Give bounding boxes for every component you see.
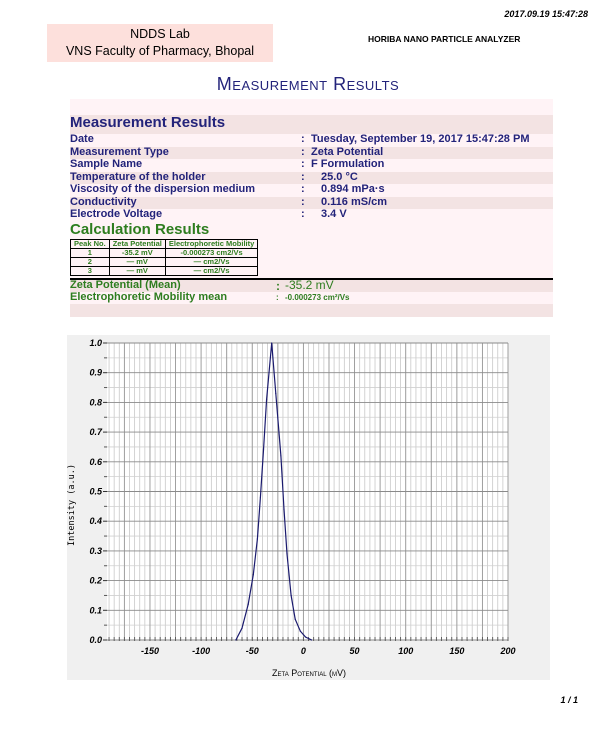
lab-name: NDDS Lab [130,27,190,41]
measurement-label: Date [70,133,94,145]
measurement-value: 0.116 mS/cm [321,195,388,208]
peak-number: 1 [71,249,110,258]
zeta-mean-value: -35.2 mV [285,278,334,292]
data-point [235,639,236,640]
x-tick-label: 150 [449,646,465,656]
page-title: Measurement Results [216,74,400,94]
separator: : [301,195,305,208]
data-point [257,538,258,539]
y-tick-label: 1.0 [89,338,102,348]
mobility-mean-value: -0.000273 cm²/Vs [285,293,350,302]
measurement-value: Zeta Potential [311,145,384,158]
blank-row [70,304,553,317]
calculation-heading-row [70,222,553,239]
separator: : [276,293,279,302]
y-tick-label: 0.3 [89,545,102,556]
measurement-label: Conductivity [70,195,137,208]
x-tick-label: 200 [500,646,516,656]
data-point [253,574,254,575]
data-point [260,497,261,498]
peak-zeta: — mV [109,258,165,267]
zeta-mean-label: Zeta Potential (Mean) [70,279,181,291]
measurement-label: Electrode Voltage [70,208,163,220]
measurement-value: 0.894 mPa·s [321,183,385,195]
data-point [295,619,296,620]
separator: : [301,158,305,170]
y-tick-label: 0.4 [89,516,102,527]
column-header: Zeta Potential [109,240,165,249]
table-row [71,249,258,258]
data-point [241,628,242,629]
data-point [248,604,249,605]
peak-table [70,239,258,276]
separator: : [301,183,305,195]
measurement-label: Viscosity of the dispersion medium [70,183,256,195]
results-panel [70,99,553,317]
data-point [305,636,306,637]
data-point [300,630,301,631]
y-axis-title: Intensity (a.u.) [67,464,77,546]
measurement-row [70,209,553,222]
mobility-mean-label: Electrophoretic Mobility mean [70,291,228,303]
measurement-value: F Formulation [311,158,385,170]
measurement-label: Temperature of the holder [70,170,206,183]
data-point [283,509,284,510]
table-row [71,267,258,276]
data-point [275,393,276,394]
measurement-row [70,184,553,197]
peak-mobility: — cm2/Vs [165,267,257,276]
peak-mobility: -0.000273 cm2/Vs [165,249,257,258]
y-tick-label: 0.5 [89,486,102,497]
y-tick-label: 0.2 [89,575,102,586]
mobility-mean-row [70,292,553,304]
zeta-potential-chart [67,335,550,680]
data-point [271,342,272,343]
peak-zeta: — mV [109,267,165,276]
lab-name-box [47,24,273,62]
y-tick-label: 0.0 [89,635,102,645]
x-axis-ticks [141,646,516,656]
calculation-heading: Calculation Results [70,221,210,238]
measurement-heading: Measurement Results [70,114,226,131]
y-tick-label: 0.8 [89,397,102,408]
data-point [286,553,287,554]
data-point [280,455,281,456]
y-tick-label: 0.7 [89,427,102,438]
print-timestamp: 2017.09.19 15:47:28 [504,9,588,19]
lab-institution: VNS Faculty of Pharmacy, Bhopal [65,44,255,58]
peak-zeta: -35.2 mV [109,249,165,258]
page-number: 1 / 1 [560,695,578,705]
data-point [263,449,264,450]
separator: : [276,279,280,293]
data-point [291,595,292,596]
peak-mobility: — cm2/Vs [165,258,257,267]
peak-number: 3 [71,267,110,276]
y-tick-label: 0.6 [89,456,102,467]
measurement-value: Tuesday, September 19, 2017 15:47:28 PM [311,133,530,145]
peak-number: 2 [71,258,110,267]
measurement-label: Sample Name [70,158,143,170]
measurement-value: 25.0 °C [321,170,358,183]
x-tick-label: -150 [140,646,159,656]
instrument-name: HORIBA NANO PARTICLE ANALYZER [368,34,521,44]
separator: : [301,133,305,145]
data-point [311,639,312,640]
measurement-value: 3.4 V [321,208,347,220]
column-header: Peak No. [71,240,110,249]
x-tick-label: -50 [245,646,259,656]
measurement-label: Measurement Type [70,145,169,158]
separator: : [301,145,305,158]
table-row [71,258,258,267]
x-tick-label: 100 [398,646,414,656]
y-axis-ticks [89,338,107,645]
separator: : [301,208,305,220]
x-tick-label: 50 [349,646,360,656]
y-tick-label: 0.9 [89,367,102,378]
x-axis-title: Zeta Potential (mV) [271,668,347,678]
y-tick-label: 0.1 [89,605,102,616]
x-tick-label: -100 [192,646,211,656]
separator: : [301,170,305,183]
column-header: Electrophoretic Mobility [165,240,257,249]
data-point [266,399,267,400]
chart-panel [67,335,550,680]
measurement-heading-row [70,115,553,134]
x-tick-label: 0 [300,646,306,656]
